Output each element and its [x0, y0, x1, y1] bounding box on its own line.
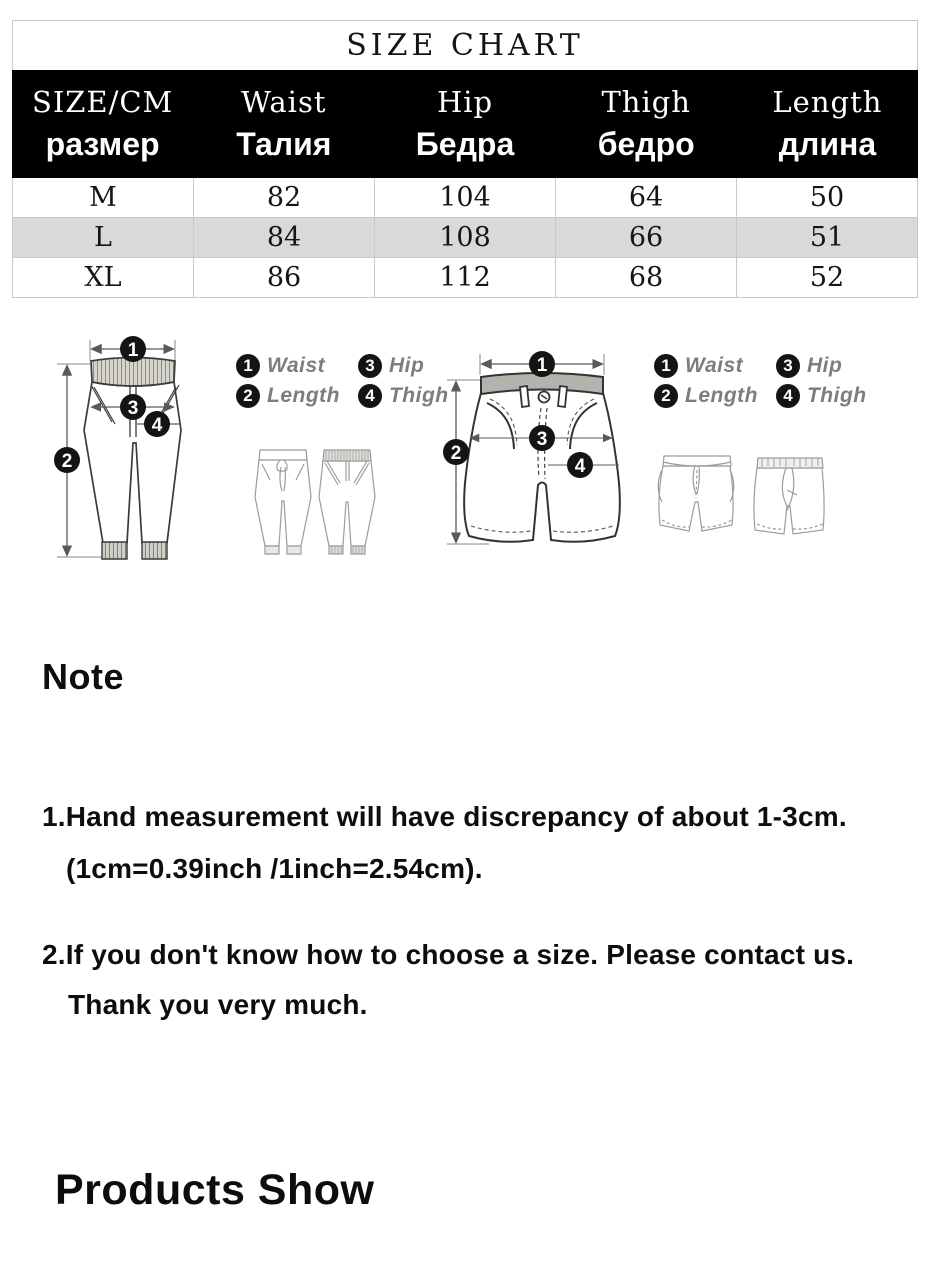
note-line-1: 1.Hand measurement will have discrepancy of about 1-3cm. [42, 801, 847, 832]
header-cell-length [737, 70, 918, 178]
note-line-2: (1cm=0.39inch /1inch=2.54cm). [66, 853, 483, 884]
legend-item-length: 2 Length [654, 384, 758, 408]
legend-badge-3: 3 [358, 354, 382, 378]
shorts-measurement-diagram [441, 323, 637, 563]
pants-measurement-diagram [40, 330, 236, 582]
small-pants-illustrations [253, 445, 377, 559]
legend-item-waist: 1 Waist [236, 354, 340, 378]
svg-text:4: 4 [151, 415, 163, 436]
hip-marker-badge [120, 394, 146, 420]
cell-m-thigh: 64 [556, 178, 737, 217]
length-marker-badge [54, 447, 80, 473]
cell-xl-hip: 112 [375, 258, 556, 297]
size-chart-header-row [12, 70, 918, 178]
svg-text:2: 2 [450, 443, 462, 464]
svg-text:3: 3 [536, 429, 548, 450]
header-waist-ru: Талия [236, 126, 332, 162]
legend-badge-1: 1 [236, 354, 260, 378]
header-length-ru: длина [778, 126, 877, 162]
products-show-heading: Products Show [55, 1166, 375, 1214]
note-heading: Note [42, 656, 124, 697]
cell-xl-thigh: 68 [556, 258, 737, 297]
measurement-legend-shorts [654, 354, 867, 408]
table-row-l [12, 218, 918, 258]
legend-item-hip: 3 Hip [358, 354, 449, 378]
hip-marker-badge [529, 425, 555, 451]
note-line-3: 2.If you don't know how to choose a size. Please contact us. [42, 939, 855, 970]
size-chart-table [12, 20, 918, 298]
cell-m-waist: 82 [194, 178, 375, 217]
header-cell-waist [193, 70, 374, 178]
header-thigh-en: Thigh [601, 85, 691, 119]
header-cell-size [12, 70, 193, 178]
header-cell-thigh [556, 70, 737, 178]
legend-item-hip: 3 Hip [776, 354, 867, 378]
cell-m-length: 50 [809, 182, 845, 213]
header-cell-hip [374, 70, 555, 178]
legend-item-length: 2 Length [236, 384, 340, 408]
waist-marker-badge [120, 336, 146, 362]
cell-m-hip: 104 [375, 178, 556, 217]
thigh-marker-badge [567, 452, 593, 478]
header-length-en: Length [772, 85, 883, 119]
length-marker-badge [443, 439, 469, 465]
header-thigh-ru: бедро [597, 126, 695, 162]
cell-l-length: 51 [809, 222, 845, 253]
svg-text:2: 2 [61, 451, 73, 472]
header-size-en: SIZE/CM [31, 85, 174, 119]
legend-badge-2: 2 [654, 384, 678, 408]
legend-badge-3: 3 [776, 354, 800, 378]
header-hip-en: Hip [436, 85, 494, 119]
svg-text:3: 3 [127, 398, 139, 419]
legend-item-thigh: 4 Thigh [358, 384, 449, 408]
cell-l-hip: 108 [375, 218, 556, 257]
table-row-xl [12, 258, 918, 298]
cell-xl-waist: 86 [194, 258, 375, 297]
legend-badge-4: 4 [358, 384, 382, 408]
cell-m-size: M [13, 178, 194, 217]
cell-l-thigh: 66 [556, 218, 737, 257]
header-hip-ru: Бедра [415, 126, 515, 162]
legend-badge-4: 4 [776, 384, 800, 408]
header-size-ru: размер [45, 126, 160, 162]
cell-l-size: L [13, 218, 194, 257]
measurement-legend-pants [236, 354, 449, 408]
legend-badge-2: 2 [236, 384, 260, 408]
table-row-m [12, 178, 918, 218]
thigh-marker-badge [144, 411, 170, 437]
legend-badge-1: 1 [654, 354, 678, 378]
waist-marker-badge [529, 351, 555, 377]
cell-l-waist: 84 [194, 218, 375, 257]
svg-text:4: 4 [574, 456, 586, 477]
svg-text:1: 1 [127, 340, 139, 361]
note-line-4: Thank you very much. [68, 989, 368, 1020]
small-shorts-illustrations [656, 450, 828, 550]
legend-item-waist: 1 Waist [654, 354, 758, 378]
cell-xl-size: XL [13, 258, 194, 297]
legend-item-thigh: 4 Thigh [776, 384, 867, 408]
header-waist-en: Waist [241, 85, 327, 119]
cell-xl-length: 52 [809, 262, 845, 293]
svg-text:1: 1 [536, 355, 548, 376]
size-chart-title: SIZE CHART [12, 20, 918, 70]
